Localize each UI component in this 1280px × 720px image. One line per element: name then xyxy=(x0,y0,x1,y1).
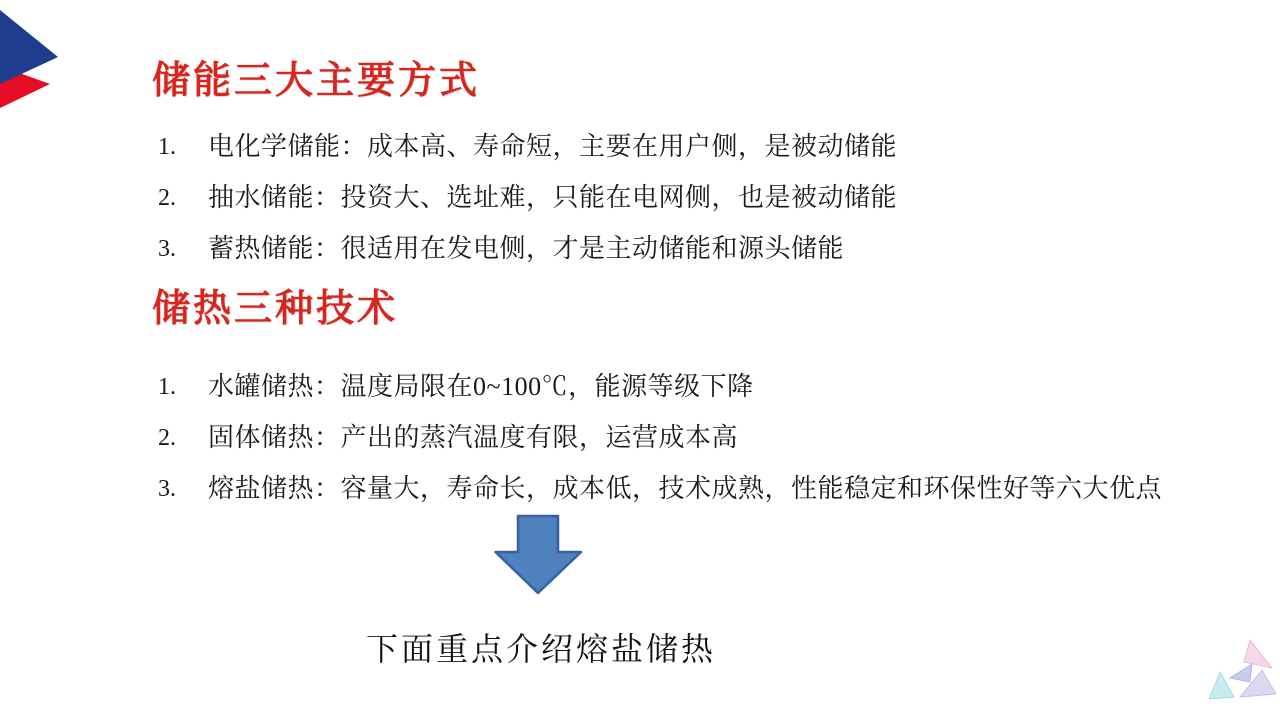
pastel-confetti-triangles-icon xyxy=(1205,636,1280,702)
list-heat-storage-tech xyxy=(158,362,1218,515)
list-item-text: 电化学储能：成本高、寿命短，主要在用户侧，是被动储能 xyxy=(208,132,898,162)
down-arrow-icon xyxy=(494,514,583,596)
heading-heat-storage-tech: 储热三种技术 xyxy=(152,288,399,330)
list-item xyxy=(158,224,1218,275)
list-item-number: 3. xyxy=(158,476,176,503)
list-storage-methods xyxy=(158,122,1218,275)
list-item xyxy=(158,464,1218,515)
list-item-number: 1. xyxy=(158,374,176,401)
list-item-number: 2. xyxy=(158,425,176,452)
list-item-number: 3. xyxy=(158,236,176,263)
list-item-text: 固体储热：产出的蒸汽温度有限，运营成本高 xyxy=(208,423,739,453)
list-item xyxy=(158,362,1218,413)
heading-storage-methods: 储能三大主要方式 xyxy=(152,60,481,102)
list-item-text: 熔盐储热：容量大，寿命长，成本低，技术成熟，性能稳定和环保性好等六大优点 xyxy=(208,474,1163,504)
list-item-text: 蓄热储能：很适用在发电侧，才是主动储能和源头储能 xyxy=(208,234,845,264)
confetti-pink-triangle xyxy=(1244,640,1272,668)
confetti-cyan-triangle xyxy=(1209,672,1234,699)
list-item-number: 2. xyxy=(158,185,176,212)
list-item-number: 1. xyxy=(158,134,176,161)
list-item-text: 水罐储热：温度局限在0~100℃，能源等级下降 xyxy=(208,372,754,402)
list-item xyxy=(158,173,1218,224)
confetti-periwinkle-triangle xyxy=(1230,664,1252,682)
corner-blue-triangle xyxy=(0,10,58,84)
down-arrow-shape xyxy=(496,516,582,593)
corner-triangle-flag-icon xyxy=(0,0,60,110)
conclusion-text: 下面重点介绍熔盐储热 xyxy=(366,631,717,667)
list-item-text: 抽水储能：投资大、选址难，只能在电网侧，也是被动储能 xyxy=(208,183,898,213)
list-item xyxy=(158,413,1218,464)
list-item xyxy=(158,122,1218,173)
